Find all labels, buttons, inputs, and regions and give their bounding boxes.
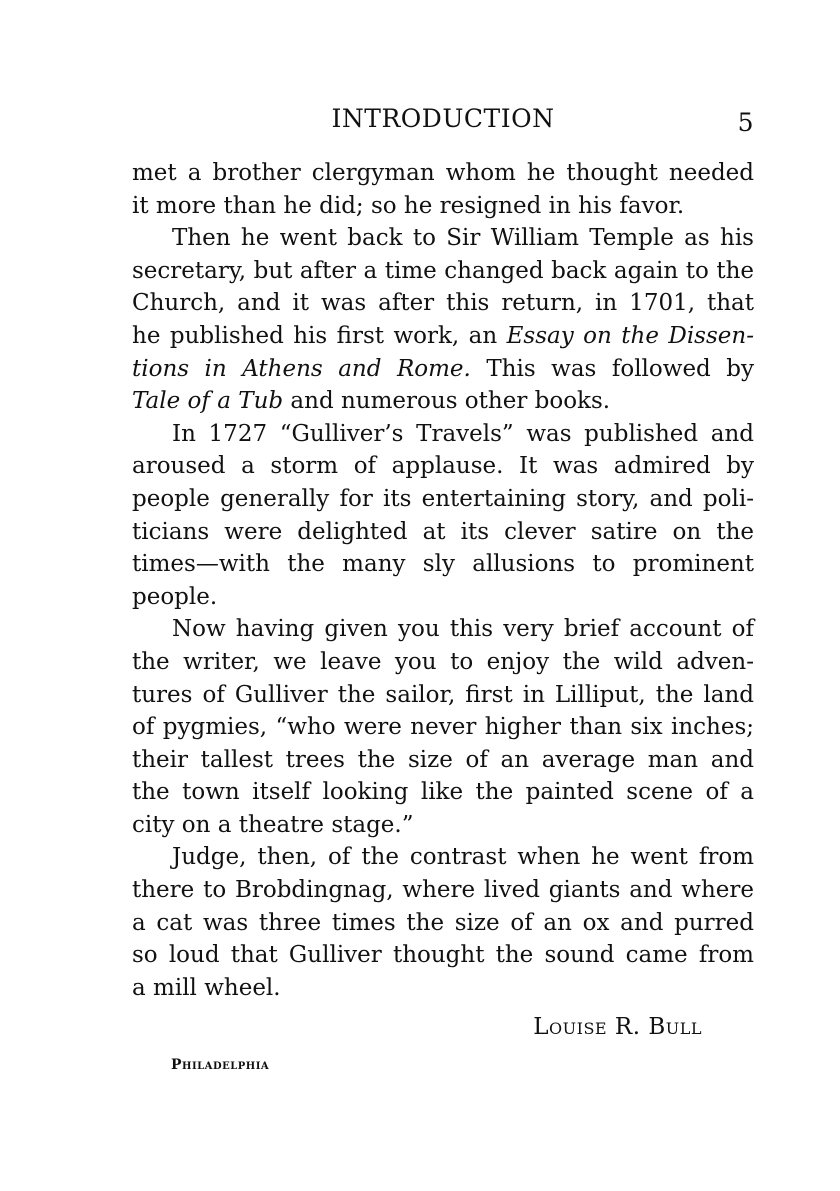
text-line: a cat was three times the size of an ox and purred <box>132 909 754 936</box>
text-line: tures of Gulliver the sailor, first in Lilliput, the land <box>132 681 754 708</box>
text-line: Church, and it was after this return, in 1701, that <box>132 290 754 317</box>
text-line: there to Brobdingnag, where lived giants and where <box>132 877 754 904</box>
text-line: Now having given you this very brief account of <box>172 616 754 643</box>
text-line: the town itself looking like the painted scene of a <box>132 779 754 806</box>
text-line: Tale of a Tub and numerous other books. <box>132 388 611 415</box>
text-line: of pygmies, “who were never higher than six inches; <box>132 714 754 741</box>
text-line: city on a theatre stage.” <box>132 811 414 838</box>
running-head <box>132 104 754 140</box>
text-line: Then he went back to Sir William Temple as his <box>172 225 754 252</box>
text-line: times—with the many sly allusions to prominent <box>132 551 754 578</box>
text-line: secretary, but after a time changed back again to the <box>132 257 754 284</box>
text-line: people. <box>132 583 218 610</box>
text-line: he published his first work, an Essay on the Dissen- <box>132 322 754 349</box>
text-line: so loud that Gulliver thought the sound came from <box>132 942 754 969</box>
body-text <box>132 157 754 1004</box>
text-line: aroused a storm of applause. It was admired by <box>132 453 754 480</box>
page-number: 5 <box>737 108 754 137</box>
text-line: it more than he did; so he resigned in his favor. <box>132 192 685 219</box>
text-line: met a brother clergyman whom he thought needed <box>132 160 754 186</box>
chapter-title: INTRODUCTION <box>331 104 555 133</box>
text-line: their tallest trees the size of an average man and <box>132 746 754 773</box>
author-signature: Louise R. Bull <box>533 1014 702 1040</box>
text-line: the writer, we leave you to enjoy the wild adven- <box>132 648 754 675</box>
text-line: tions in Athens and Rome. This was followed by <box>132 355 754 382</box>
text-line: In 1727 “Gulliver’s Travels” was published and <box>172 420 754 447</box>
place-line: Philadelphia <box>171 1057 270 1073</box>
text-line: people generally for its entertaining story, and poli- <box>132 485 754 512</box>
text-line: ticians were delighted at its clever satire on the <box>132 518 754 545</box>
text-line: a mill wheel. <box>132 974 281 1001</box>
text-line: Judge, then, of the contrast when he went from <box>172 844 754 871</box>
